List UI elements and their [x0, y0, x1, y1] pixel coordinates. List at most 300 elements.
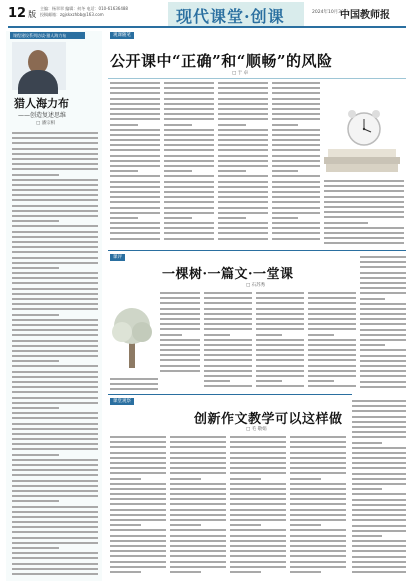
text-line: [308, 339, 356, 341]
text-line: [12, 142, 98, 144]
text-line: [256, 292, 304, 294]
text-line: [110, 155, 160, 157]
text-line: [324, 190, 404, 192]
header-rule: [8, 26, 406, 28]
text-line: [360, 277, 406, 279]
text-line: [12, 194, 98, 196]
text-line: [12, 168, 98, 170]
text-line: [164, 144, 214, 146]
text-line: [324, 222, 368, 224]
text-line: [360, 298, 385, 300]
text-line: [352, 442, 382, 444]
article3-column-4: [290, 436, 346, 576]
text-line: [230, 467, 286, 469]
text-line: [12, 298, 98, 300]
text-line: [12, 448, 98, 450]
text-line: [218, 124, 246, 126]
text-line: [204, 349, 252, 351]
text-line: [12, 215, 98, 217]
text-line: [12, 547, 59, 549]
text-line: [170, 524, 201, 526]
text-line: [256, 318, 304, 320]
text-line: [110, 149, 160, 151]
text-line: [12, 526, 98, 528]
text-line: [360, 266, 406, 268]
text-line: [272, 227, 320, 229]
text-line: [110, 87, 160, 89]
text-line: [164, 170, 192, 172]
text-line: [308, 297, 356, 299]
article1-tag: 观课随笔: [110, 32, 134, 39]
text-line: [230, 483, 286, 485]
text-line: [352, 431, 406, 433]
text-line: [12, 438, 98, 440]
text-line: [352, 499, 406, 501]
text-line: [204, 339, 252, 341]
text-line: [218, 186, 268, 188]
text-line: [272, 170, 298, 172]
text-line: [110, 545, 166, 547]
text-line: [290, 483, 346, 485]
text-line: [308, 375, 356, 377]
text-line: [352, 525, 406, 527]
text-line: [12, 319, 98, 321]
sidebar-body-text: [12, 132, 98, 578]
text-line: [164, 217, 192, 219]
text-line: [12, 340, 98, 342]
text-line: [256, 354, 304, 356]
text-line: [324, 216, 404, 218]
text-line: [290, 540, 346, 542]
text-line: [230, 503, 286, 505]
text-line: [360, 303, 406, 305]
text-line: [290, 561, 346, 563]
books-clock-illustration: [322, 105, 402, 177]
article2-column-3: [256, 292, 304, 391]
text-line: [12, 236, 98, 238]
text-line: [256, 308, 304, 310]
text-line: [12, 158, 98, 160]
text-line: [12, 288, 98, 290]
text-line: [256, 359, 304, 361]
text-line: [110, 212, 160, 214]
text-line: [230, 566, 286, 568]
text-line: [218, 196, 268, 198]
text-line: [218, 108, 268, 110]
sidebar-tag: 课程建设系列访谈·猎人海力布: [10, 32, 85, 39]
article1-rule: [108, 78, 406, 79]
text-line: [12, 262, 98, 264]
text-line: [12, 267, 59, 269]
text-line: [218, 155, 268, 157]
text-line: [12, 355, 98, 357]
text-line: [308, 354, 356, 356]
text-line: [272, 186, 320, 188]
text-line: [290, 555, 346, 557]
text-line: [110, 165, 160, 167]
text-line: [360, 386, 406, 388]
text-line: [290, 493, 346, 495]
editor-info: [40, 6, 180, 18]
text-line: [164, 134, 214, 136]
text-line: [164, 103, 214, 105]
text-line: [12, 324, 98, 326]
text-line: [290, 467, 346, 469]
text-line: [12, 174, 59, 176]
text-line: [12, 272, 98, 274]
text-line: [360, 339, 406, 341]
text-line: [110, 144, 160, 146]
text-line: [360, 282, 406, 284]
text-line: [352, 452, 406, 454]
text-line: [170, 503, 226, 505]
page-number-suffix: 版: [28, 10, 37, 19]
text-line: [12, 568, 98, 570]
article2-top-rule: [108, 250, 406, 251]
text-line: [170, 566, 226, 568]
text-line: [360, 365, 406, 367]
text-line: [218, 175, 268, 177]
text-line: [170, 509, 226, 511]
text-line: [308, 334, 334, 336]
text-line: [218, 98, 268, 100]
text-line: [164, 207, 214, 209]
text-line: [12, 391, 98, 393]
text-line: [164, 108, 214, 110]
text-line: [110, 217, 138, 219]
text-line: [12, 371, 98, 373]
text-line: [12, 531, 98, 533]
text-line: [218, 87, 268, 89]
text-line: [218, 181, 268, 183]
text-line: [12, 314, 59, 316]
article2-column-2: [204, 292, 252, 391]
text-line: [12, 521, 98, 523]
text-line: [12, 246, 98, 248]
text-line: [352, 545, 406, 547]
text-line: [170, 561, 226, 563]
text-line: [360, 334, 406, 336]
text-line: [324, 206, 404, 208]
text-line: [230, 488, 286, 490]
text-line: [290, 452, 346, 454]
text-line: [110, 181, 160, 183]
text-line: [308, 370, 356, 372]
text-line: [110, 160, 160, 162]
text-line: [164, 155, 214, 157]
text-line: [290, 462, 346, 464]
text-line: [12, 241, 98, 243]
text-line: [218, 227, 268, 229]
text-line: [290, 550, 346, 552]
text-line: [164, 118, 214, 120]
text-line: [360, 329, 406, 331]
article3-tag: 课堂观察: [110, 398, 134, 405]
text-line: [352, 519, 406, 521]
text-line: [12, 132, 98, 134]
text-line: [12, 563, 98, 565]
text-line: [164, 149, 214, 151]
text-line: [308, 365, 356, 367]
text-line: [160, 318, 200, 320]
text-line: [324, 237, 404, 239]
text-line: [160, 339, 200, 341]
text-line: [272, 149, 320, 151]
text-line: [290, 535, 346, 537]
text-line: [110, 467, 166, 469]
text-line: [352, 509, 406, 511]
text-line: [110, 383, 158, 385]
text-line: [290, 524, 321, 526]
text-line: [272, 139, 320, 141]
text-line: [290, 509, 346, 511]
text-line: [12, 251, 98, 253]
text-line: [110, 108, 160, 110]
text-line: [218, 222, 268, 224]
text-line: [352, 447, 406, 449]
text-line: [160, 370, 200, 372]
text-line: [290, 503, 346, 505]
text-line: [12, 199, 98, 201]
text-line: [170, 478, 201, 480]
text-line: [12, 464, 98, 466]
text-line: [164, 82, 214, 84]
text-line: [352, 556, 406, 558]
text-line: [170, 467, 226, 469]
text-line: [256, 313, 304, 315]
text-line: [290, 472, 346, 474]
article3-column-2: [170, 436, 226, 576]
text-line: [352, 462, 406, 464]
text-line: [352, 467, 406, 469]
text-line: [230, 509, 286, 511]
text-line: [272, 98, 320, 100]
text-line: [256, 328, 304, 330]
text-line: [170, 529, 226, 531]
text-line: [230, 529, 286, 531]
text-line: [110, 540, 166, 542]
text-line: [204, 323, 252, 325]
text-line: [308, 349, 356, 351]
text-line: [272, 108, 320, 110]
text-line: [170, 462, 226, 464]
text-line: [324, 196, 404, 198]
text-line: [170, 436, 226, 438]
text-line: [308, 385, 356, 387]
text-line: [218, 82, 268, 84]
text-line: [352, 457, 406, 459]
sidebar-subtitle: ——创造复述思维: [18, 112, 67, 119]
text-line: [12, 459, 98, 461]
text-line: [204, 334, 230, 336]
text-line: [12, 148, 98, 150]
text-line: [12, 490, 98, 492]
text-line: [170, 514, 226, 516]
text-line: [12, 163, 98, 165]
text-line: [352, 561, 406, 563]
text-line: [272, 238, 320, 240]
text-line: [12, 293, 98, 295]
text-line: [324, 211, 404, 213]
text-line: [230, 571, 261, 573]
text-line: [360, 349, 406, 351]
text-line: [360, 323, 406, 325]
text-line: [12, 423, 98, 425]
text-line: [308, 323, 356, 325]
text-line: [12, 277, 98, 279]
text-line: [352, 571, 406, 573]
text-line: [160, 365, 200, 367]
text-line: [218, 139, 268, 141]
text-line: [360, 272, 406, 274]
text-line: [110, 457, 166, 459]
text-line: [230, 514, 286, 516]
article1-column-3: [218, 82, 268, 243]
text-line: [110, 92, 160, 94]
text-line: [218, 144, 268, 146]
text-line: [164, 227, 214, 229]
text-line: [256, 297, 304, 299]
text-line: [110, 535, 166, 537]
text-line: [164, 196, 214, 198]
text-line: [230, 545, 286, 547]
text-line: [308, 292, 356, 294]
text-line: [230, 441, 286, 443]
article1-column-2: [164, 82, 214, 243]
text-line: [160, 297, 200, 299]
text-line: [256, 334, 282, 336]
text-line: [164, 165, 214, 167]
text-line: [170, 555, 226, 557]
text-line: [12, 381, 98, 383]
text-line: [164, 238, 214, 240]
article1-title: 公开课中“正确”和“顺畅”的风险: [110, 52, 333, 70]
text-line: [110, 472, 166, 474]
text-line: [12, 282, 98, 284]
text-line: [12, 386, 98, 388]
text-line: [204, 292, 252, 294]
text-line: [110, 488, 166, 490]
text-line: [204, 370, 252, 372]
text-line: [110, 503, 166, 505]
text-line: [352, 504, 406, 506]
text-line: [170, 519, 226, 521]
text-line: [290, 488, 346, 490]
text-line: [218, 170, 246, 172]
text-line: [110, 483, 166, 485]
text-line: [170, 498, 226, 500]
text-line: [12, 506, 98, 508]
text-line: [204, 313, 252, 315]
text-line: [12, 480, 98, 482]
text-line: [160, 308, 200, 310]
text-line: [290, 545, 346, 547]
article3-column-5: [352, 400, 406, 576]
text-line: [12, 412, 98, 414]
text-line: [204, 344, 252, 346]
text-line: [12, 329, 98, 331]
text-line: [12, 308, 98, 310]
text-line: [272, 124, 298, 126]
text-line: [110, 566, 166, 568]
text-line: [308, 318, 356, 320]
text-line: [110, 529, 166, 531]
text-line: [110, 493, 166, 495]
text-line: [352, 540, 406, 542]
text-line: [352, 426, 406, 428]
text-line: [230, 498, 286, 500]
text-line: [170, 545, 226, 547]
text-line: [218, 134, 268, 136]
text-line: [164, 222, 214, 224]
text-line: [170, 483, 226, 485]
text-line: [12, 474, 98, 476]
text-line: [360, 375, 406, 377]
text-line: [352, 436, 406, 438]
text-line: [290, 571, 321, 573]
text-line: [12, 303, 98, 305]
text-line: [160, 328, 200, 330]
text-line: [160, 323, 200, 325]
text-line: [230, 472, 286, 474]
text-line: [360, 313, 406, 315]
text-line: [110, 478, 141, 480]
text-line: [12, 402, 98, 404]
clock-bell-right: [372, 110, 380, 118]
article2-column-1: [110, 378, 158, 394]
text-line: [12, 443, 98, 445]
text-line: [218, 201, 268, 203]
text-line: [110, 498, 166, 500]
text-line: [170, 535, 226, 537]
text-line: [110, 207, 160, 209]
text-line: [170, 550, 226, 552]
text-line: [204, 354, 252, 356]
text-line: [218, 217, 246, 219]
text-line: [110, 561, 166, 563]
text-line: [256, 302, 304, 304]
text-line: [308, 344, 356, 346]
text-line: [12, 334, 98, 336]
text-line: [230, 478, 261, 480]
text-line: [110, 103, 160, 105]
text-line: [230, 540, 286, 542]
email-line: 投稿邮箱：zgjskxzhbb@163.com: [40, 12, 104, 17]
text-line: [12, 137, 98, 139]
text-line: [218, 149, 268, 151]
text-line: [160, 349, 200, 351]
text-line: [204, 375, 252, 377]
text-line: [12, 350, 98, 352]
text-line: [160, 359, 200, 361]
text-line: [164, 160, 214, 162]
text-line: [204, 297, 252, 299]
article1-column-4: [272, 82, 320, 243]
text-line: [12, 345, 98, 347]
text-line: [110, 555, 166, 557]
text-line: [218, 118, 268, 120]
text-line: [352, 473, 406, 475]
text-line: [110, 388, 158, 390]
text-line: [218, 238, 268, 240]
text-line: [204, 318, 252, 320]
article3-byline: □ 毛 敬娟: [246, 427, 267, 432]
text-line: [352, 535, 382, 537]
text-line: [352, 478, 406, 480]
text-line: [352, 405, 406, 407]
text-line: [290, 529, 346, 531]
text-line: [12, 220, 59, 222]
